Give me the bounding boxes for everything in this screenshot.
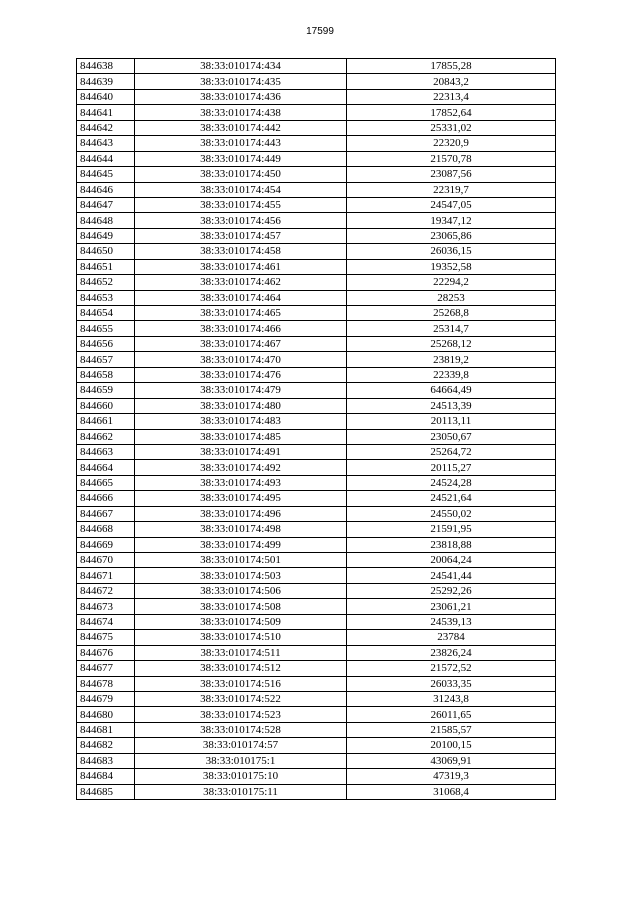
cadastral-number-cell: 38:33:010174:466 — [135, 321, 347, 336]
cadastral-number-cell: 38:33:010174:498 — [135, 522, 347, 537]
value-cell: 64664,49 — [347, 383, 556, 398]
value-cell: 25292,26 — [347, 583, 556, 598]
value-cell: 21570,78 — [347, 151, 556, 166]
value-cell: 20843,2 — [347, 74, 556, 89]
cadastral-number-cell: 38:33:010174:483 — [135, 414, 347, 429]
table-row — [77, 228, 556, 243]
record-id-cell: 844667 — [77, 506, 135, 521]
record-id-cell: 844682 — [77, 738, 135, 753]
record-id-cell: 844680 — [77, 707, 135, 722]
cadastral-number-cell: 38:33:010174:522 — [135, 691, 347, 706]
cadastral-number-cell: 38:33:010174:512 — [135, 661, 347, 676]
table-row — [77, 753, 556, 768]
value-cell: 22319,7 — [347, 182, 556, 197]
value-cell: 23826,24 — [347, 645, 556, 660]
record-id-cell: 844643 — [77, 136, 135, 151]
value-cell: 17852,64 — [347, 105, 556, 120]
table-row — [77, 352, 556, 367]
table-row — [77, 537, 556, 552]
cadastral-number-cell: 38:33:010174:506 — [135, 583, 347, 598]
cadastral-number-cell: 38:33:010174:435 — [135, 74, 347, 89]
table-row — [77, 244, 556, 259]
record-id-cell: 844652 — [77, 275, 135, 290]
value-cell: 26011,65 — [347, 707, 556, 722]
cadastral-number-cell: 38:33:010174:493 — [135, 475, 347, 490]
cadastral-number-cell: 38:33:010174:503 — [135, 568, 347, 583]
cadastral-number-cell: 38:33:010174:465 — [135, 306, 347, 321]
value-cell: 25268,12 — [347, 336, 556, 351]
record-id-cell: 844672 — [77, 583, 135, 598]
record-id-cell: 844656 — [77, 336, 135, 351]
cadastral-number-cell: 38:33:010174:510 — [135, 630, 347, 645]
value-cell: 24550,02 — [347, 506, 556, 521]
record-id-cell: 844657 — [77, 352, 135, 367]
record-id-cell: 844646 — [77, 182, 135, 197]
record-id-cell: 844677 — [77, 661, 135, 676]
value-cell: 28253 — [347, 290, 556, 305]
cadastral-number-cell: 38:33:010174:495 — [135, 491, 347, 506]
table-row — [77, 738, 556, 753]
record-id-cell: 844662 — [77, 429, 135, 444]
cadastral-number-cell: 38:33:010174:476 — [135, 367, 347, 382]
record-id-cell: 844679 — [77, 691, 135, 706]
record-id-cell: 844651 — [77, 259, 135, 274]
table-row — [77, 74, 556, 89]
record-id-cell: 844660 — [77, 398, 135, 413]
value-cell: 24547,05 — [347, 197, 556, 212]
page-number: 17599 — [306, 26, 334, 37]
value-cell: 24521,64 — [347, 491, 556, 506]
value-cell: 47319,3 — [347, 769, 556, 784]
table-row — [77, 336, 556, 351]
cadastral-number-cell: 38:33:010174:457 — [135, 228, 347, 243]
table-row — [77, 691, 556, 706]
value-cell: 26033,35 — [347, 676, 556, 691]
record-id-cell: 844654 — [77, 306, 135, 321]
value-cell: 25268,8 — [347, 306, 556, 321]
value-cell: 26036,15 — [347, 244, 556, 259]
record-id-cell: 844664 — [77, 460, 135, 475]
record-id-cell: 844673 — [77, 599, 135, 614]
value-cell: 23784 — [347, 630, 556, 645]
record-id-cell: 844655 — [77, 321, 135, 336]
table-row — [77, 429, 556, 444]
table-row — [77, 568, 556, 583]
value-cell: 22294,2 — [347, 275, 556, 290]
cadastral-number-cell: 38:33:010174:434 — [135, 59, 347, 74]
cadastral-number-cell: 38:33:010174:456 — [135, 213, 347, 228]
table-row — [77, 167, 556, 182]
record-id-cell: 844670 — [77, 553, 135, 568]
cadastral-number-cell: 38:33:010174:443 — [135, 136, 347, 151]
cadastral-number-cell: 38:33:010174:485 — [135, 429, 347, 444]
cadastral-number-cell: 38:33:010174:516 — [135, 676, 347, 691]
cadastral-number-cell: 38:33:010174:470 — [135, 352, 347, 367]
table-row — [77, 784, 556, 799]
table-row — [77, 89, 556, 104]
cadastral-number-cell: 38:33:010174:509 — [135, 614, 347, 629]
record-id-cell: 844642 — [77, 120, 135, 135]
cadastral-number-cell: 38:33:010174:499 — [135, 537, 347, 552]
table-row — [77, 414, 556, 429]
table-row — [77, 599, 556, 614]
cadastral-number-cell: 38:33:010174:492 — [135, 460, 347, 475]
table-row — [77, 151, 556, 166]
table-row — [77, 645, 556, 660]
cadastral-number-cell: 38:33:010174:496 — [135, 506, 347, 521]
record-id-cell: 844638 — [77, 59, 135, 74]
value-cell: 20115,27 — [347, 460, 556, 475]
cadastral-number-cell: 38:33:010174:508 — [135, 599, 347, 614]
record-id-cell: 844661 — [77, 414, 135, 429]
value-cell: 21585,57 — [347, 722, 556, 737]
record-id-cell: 844640 — [77, 89, 135, 104]
value-cell: 24541,44 — [347, 568, 556, 583]
table-row — [77, 491, 556, 506]
cadastral-number-cell: 38:33:010175:11 — [135, 784, 347, 799]
value-cell: 24524,28 — [347, 475, 556, 490]
cadastral-number-cell: 38:33:010174:464 — [135, 290, 347, 305]
table-row — [77, 506, 556, 521]
value-cell: 31068,4 — [347, 784, 556, 799]
table-row — [77, 367, 556, 382]
table-row — [77, 444, 556, 459]
value-cell: 31243,8 — [347, 691, 556, 706]
table-row — [77, 769, 556, 784]
record-id-cell: 844647 — [77, 197, 135, 212]
cadastral-table — [76, 58, 556, 800]
value-cell: 21591,95 — [347, 522, 556, 537]
table-row — [77, 398, 556, 413]
cadastral-number-cell: 38:33:010174:479 — [135, 383, 347, 398]
table-row — [77, 614, 556, 629]
record-id-cell: 844663 — [77, 444, 135, 459]
record-id-cell: 844649 — [77, 228, 135, 243]
table-row — [77, 197, 556, 212]
record-id-cell: 844648 — [77, 213, 135, 228]
record-id-cell: 844639 — [77, 74, 135, 89]
record-id-cell: 844650 — [77, 244, 135, 259]
cadastral-number-cell: 38:33:010174:462 — [135, 275, 347, 290]
record-id-cell: 844671 — [77, 568, 135, 583]
record-id-cell: 844669 — [77, 537, 135, 552]
value-cell: 25264,72 — [347, 444, 556, 459]
table-row — [77, 583, 556, 598]
table-row — [77, 383, 556, 398]
table-row — [77, 136, 556, 151]
record-id-cell: 844675 — [77, 630, 135, 645]
value-cell: 25331,02 — [347, 120, 556, 135]
table-body — [77, 59, 556, 800]
value-cell: 24539,13 — [347, 614, 556, 629]
table-row — [77, 676, 556, 691]
table-row — [77, 105, 556, 120]
table-row — [77, 630, 556, 645]
record-id-cell: 844658 — [77, 367, 135, 382]
cadastral-number-cell: 38:33:010174:57 — [135, 738, 347, 753]
value-cell: 19352,58 — [347, 259, 556, 274]
record-id-cell: 844645 — [77, 167, 135, 182]
value-cell: 23065,86 — [347, 228, 556, 243]
cadastral-number-cell: 38:33:010175:10 — [135, 769, 347, 784]
table-row — [77, 661, 556, 676]
cadastral-number-cell: 38:33:010174:528 — [135, 722, 347, 737]
record-id-cell: 844678 — [77, 676, 135, 691]
cadastral-number-cell: 38:33:010174:436 — [135, 89, 347, 104]
cadastral-number-cell: 38:33:010174:491 — [135, 444, 347, 459]
cadastral-number-cell: 38:33:010174:501 — [135, 553, 347, 568]
value-cell: 23818,88 — [347, 537, 556, 552]
table-row — [77, 707, 556, 722]
cadastral-number-cell: 38:33:010174:458 — [135, 244, 347, 259]
table-row — [77, 475, 556, 490]
value-cell: 21572,52 — [347, 661, 556, 676]
record-id-cell: 844685 — [77, 784, 135, 799]
table-row — [77, 522, 556, 537]
cadastral-number-cell: 38:33:010174:480 — [135, 398, 347, 413]
record-id-cell: 844641 — [77, 105, 135, 120]
table-row — [77, 553, 556, 568]
value-cell: 23087,56 — [347, 167, 556, 182]
record-id-cell: 844684 — [77, 769, 135, 784]
table-row — [77, 321, 556, 336]
value-cell: 23050,67 — [347, 429, 556, 444]
record-id-cell: 844659 — [77, 383, 135, 398]
value-cell: 23061,21 — [347, 599, 556, 614]
value-cell: 22320,9 — [347, 136, 556, 151]
table-row — [77, 213, 556, 228]
value-cell: 20064,24 — [347, 553, 556, 568]
cadastral-number-cell: 38:33:010174:442 — [135, 120, 347, 135]
record-id-cell: 844668 — [77, 522, 135, 537]
record-id-cell: 844683 — [77, 753, 135, 768]
table-row — [77, 259, 556, 274]
cadastral-number-cell: 38:33:010174:523 — [135, 707, 347, 722]
value-cell: 22313,4 — [347, 89, 556, 104]
value-cell: 20113,11 — [347, 414, 556, 429]
table-row — [77, 275, 556, 290]
table-row — [77, 182, 556, 197]
cadastral-number-cell: 38:33:010174:511 — [135, 645, 347, 660]
record-id-cell: 844676 — [77, 645, 135, 660]
record-id-cell: 844666 — [77, 491, 135, 506]
value-cell: 23819,2 — [347, 352, 556, 367]
value-cell: 24513,39 — [347, 398, 556, 413]
record-id-cell: 844665 — [77, 475, 135, 490]
table-row — [77, 120, 556, 135]
value-cell: 19347,12 — [347, 213, 556, 228]
cadastral-number-cell: 38:33:010174:450 — [135, 167, 347, 182]
table-row — [77, 59, 556, 74]
table-row — [77, 722, 556, 737]
cadastral-number-cell: 38:33:010174:455 — [135, 197, 347, 212]
table-row — [77, 306, 556, 321]
value-cell: 17855,28 — [347, 59, 556, 74]
record-id-cell: 844674 — [77, 614, 135, 629]
cadastral-number-cell: 38:33:010175:1 — [135, 753, 347, 768]
value-cell: 25314,7 — [347, 321, 556, 336]
record-id-cell: 844653 — [77, 290, 135, 305]
table-row — [77, 460, 556, 475]
cadastral-number-cell: 38:33:010174:461 — [135, 259, 347, 274]
value-cell: 22339,8 — [347, 367, 556, 382]
cadastral-number-cell: 38:33:010174:454 — [135, 182, 347, 197]
record-id-cell: 844644 — [77, 151, 135, 166]
cadastral-number-cell: 38:33:010174:438 — [135, 105, 347, 120]
table-row — [77, 290, 556, 305]
value-cell: 43069,91 — [347, 753, 556, 768]
value-cell: 20100,15 — [347, 738, 556, 753]
cadastral-number-cell: 38:33:010174:467 — [135, 336, 347, 351]
record-id-cell: 844681 — [77, 722, 135, 737]
cadastral-number-cell: 38:33:010174:449 — [135, 151, 347, 166]
